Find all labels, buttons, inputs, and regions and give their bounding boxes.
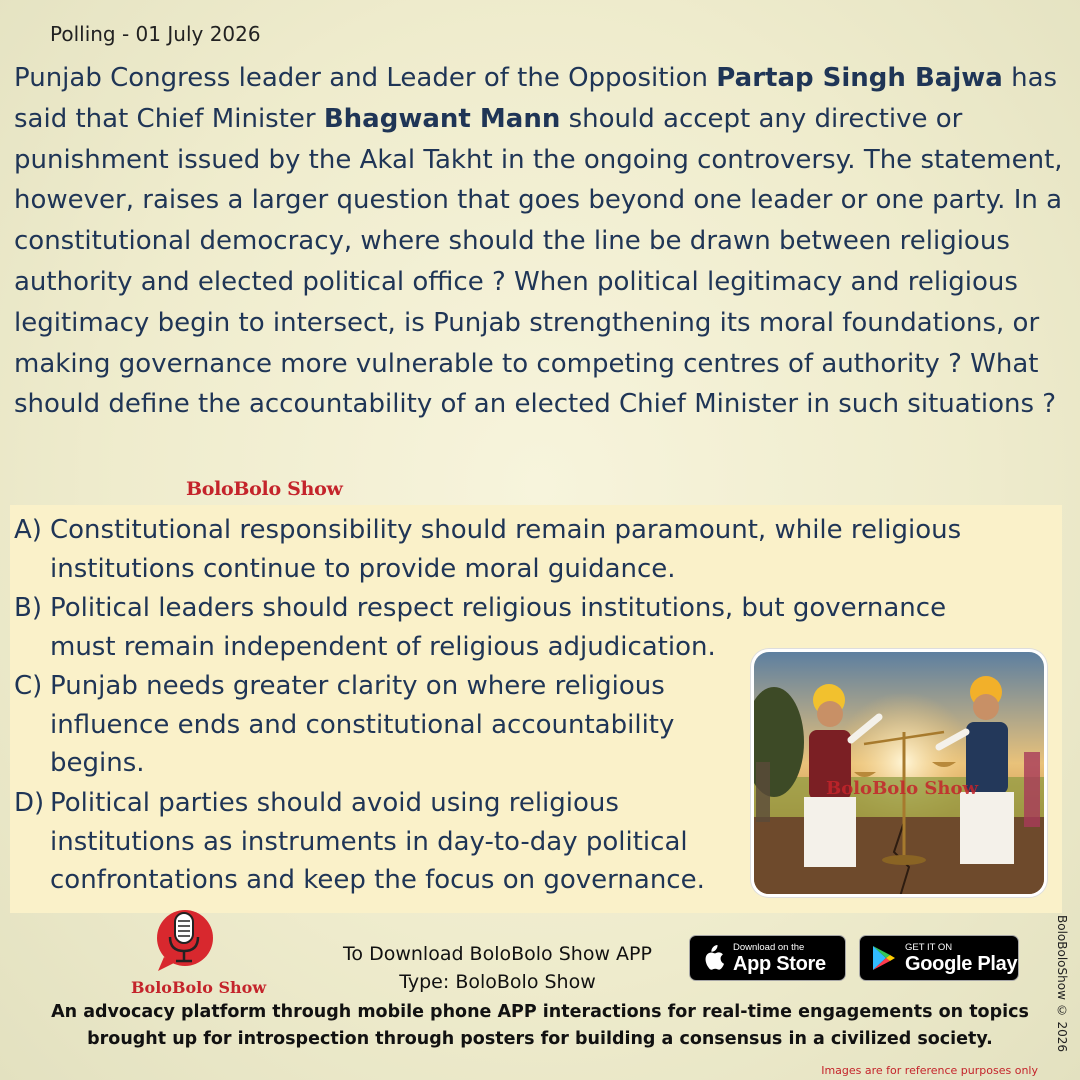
copyright-notice: BoloBoloShow © 2026 (1055, 915, 1069, 1053)
poll-question (14, 58, 1066, 425)
poll-option-d[interactable] (14, 784, 744, 900)
google-play-button[interactable] (859, 935, 1019, 981)
option-letter: B) (14, 593, 42, 623)
google-play-icon (872, 945, 896, 971)
brand-logo-text: BoloBolo Show (131, 978, 267, 997)
app-store-small-text: Download on the (733, 941, 805, 953)
mic-logo-icon (150, 905, 216, 977)
download-line2: Type: BoloBolo Show (399, 971, 596, 993)
leader-name-bajwa: Partap Singh Bajwa (716, 63, 1003, 93)
leader-name-mann: Bhagwant Mann (323, 103, 561, 134)
platform-description (20, 999, 1060, 1053)
google-play-small-text: GET IT ON (905, 941, 953, 953)
download-instructions (310, 940, 685, 996)
app-store-label: App Store (733, 952, 826, 975)
option-text-line1: Political parties should avoid using religious (50, 788, 619, 818)
option-text-line1: Political leaders should respect religious institutions, but governance (50, 593, 947, 623)
illustration-watermark: BoloBolo Show (826, 778, 978, 799)
poll-date: Polling - 01 July 2026 (50, 22, 261, 46)
illustration-art (754, 652, 1047, 897)
apple-icon (702, 945, 724, 971)
option-text-line1: Constitutional responsibility should remain paramount, while religious (50, 515, 962, 545)
app-store-button[interactable] (689, 935, 846, 981)
option-letter: C) (14, 671, 43, 701)
option-text-rest: institutions continue to provide moral guidance. (50, 553, 676, 584)
option-text-rest: must remain independent of religious adjudication. (50, 631, 716, 662)
image-disclaimer: Images are for reference purposes only (821, 1064, 1038, 1077)
question-text-2: has said that Chief Minister (14, 63, 1058, 134)
brand-watermark: BoloBolo Show (186, 478, 343, 500)
option-text-rest: influence ends and constitutional accountability begins. (50, 709, 675, 778)
question-text-3: should accept any directive or punishment issued by the Akal Takht in the ongoing controversy. The statement, however, raises a larger question that goes beyond one leader or one party. In a constitutional democracy, where should the line be drawn between religious authority and elected political office ? When political legitimacy and religious legitimacy begin to intersect, is Punjab strengthening its moral foundations, or making governance more vulnerable to competing centres of authority ? What should define the accountability of an elected Chief Minister in such situations ? (14, 103, 1063, 420)
download-line1: To Download BoloBolo Show APP (343, 943, 652, 965)
footer-line2: brought up for introspection through posters for building a consensus in a civilized society. (87, 1029, 993, 1049)
option-text-line1: Punjab needs greater clarity on where religious (50, 671, 665, 701)
poll-option-c[interactable] (14, 667, 734, 783)
footer-line1: An advocacy platform through mobile phone APP interactions for real-time engagements on topics (51, 1002, 1029, 1022)
option-text-rest: institutions as instruments in day-to-day political confrontations and keep the focus on governance. (50, 826, 705, 895)
option-letter: D) (14, 788, 45, 818)
option-letter: A) (14, 515, 42, 545)
question-text-1: Punjab Congress leader and Leader of the Opposition (14, 63, 717, 93)
illustration-image (751, 649, 1047, 897)
google-play-label: Google Play (905, 952, 1018, 975)
poll-option-a[interactable] (14, 511, 1024, 588)
